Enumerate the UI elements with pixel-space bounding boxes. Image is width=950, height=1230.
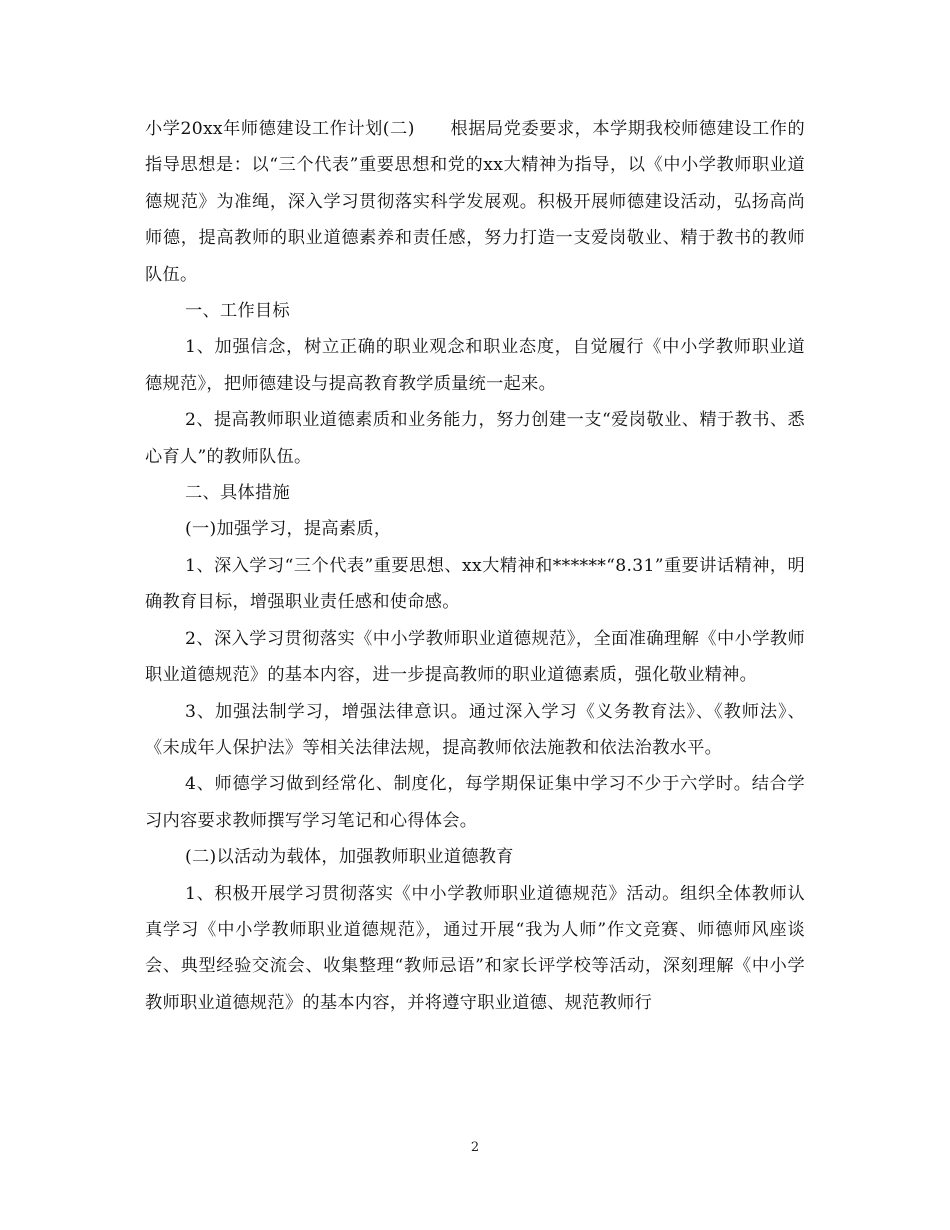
page-number: 2 xyxy=(470,1140,480,1155)
paragraph-activities-1: 1、积极开展学习贯彻落实《中小学教师职业道德规范》活动。组织全体教师认真学习《中小学教师职业道德规范》，通过开展“我为人师”作文竞赛、师德师风座谈会、典型经验交流会、收集整理“教师忌语”和家长评学校等活动，深刻理解《中小学教师职业道德规范》的基本内容，并将遵守职业道德、规范教师行 xyxy=(145,883,805,1013)
paragraph-study-4: 4、师德学习做到经常化、制度化，每学期保证集中学习不少于六学时。结合学习内容要求教师撰写学习笔记和心得体会。 xyxy=(145,774,805,831)
paragraph-study-3: 3、加强法制学习，增强法律意识。通过深入学习《义务教育法》、《教师法》、《未成年人保护法》等相关法律法规，提高教师依法施教和依法治教水平。 xyxy=(145,701,805,758)
document-body xyxy=(145,111,805,1021)
heading-specific-measures: 二、具体措施 xyxy=(185,483,290,504)
paragraph-goal-1: 1、加强信念，树立正确的职业观念和职业态度，自觉履行《中小学教师职业道德规范》，把师德建设与提高教育教学质量统一起来。 xyxy=(145,337,805,394)
paragraph-study-2: 2、深入学习贯彻落实《中小学教师职业道德规范》，全面准确理解《中小学教师职业道德规范》的基本内容，进一步提高教师的职业道德素质，强化敬业精神。 xyxy=(145,628,805,686)
paragraph-study-1: 1、深入学习“三个代表”重要思想、xx大精神和******“8.31”重要讲话精神，明确教育目标，增强职业责任感和使命感。 xyxy=(145,555,805,613)
paragraph-goal-2: 2、提高教师职业道德素质和业务能力，努力创建一支“爱岗敬业、精于教书、悉心育人”的教师队伍。 xyxy=(145,410,805,467)
subheading-study: (一)加强学习，提高素质， xyxy=(185,519,392,540)
subheading-activities: (二)以活动为载体，加强教师职业道德教育 xyxy=(185,847,514,868)
heading-work-goals: 一、工作目标 xyxy=(185,301,290,322)
paragraph-intro: 小学20xx年师德建设工作计划(二) 根据局党委要求，本学期我校师德建设工作的指导思想是：以“三个代表”重要思想和党的xx大精神为指导，以《中小学教师职业道德规范》为准绳，深入学习贯彻落实科学发展观。积极开展师德建设活动，弘扬高尚师德，提高教师的职业道德素养和责任感，努力打造一支爱岗敬业、精于教书的教师队伍。 xyxy=(145,119,805,285)
